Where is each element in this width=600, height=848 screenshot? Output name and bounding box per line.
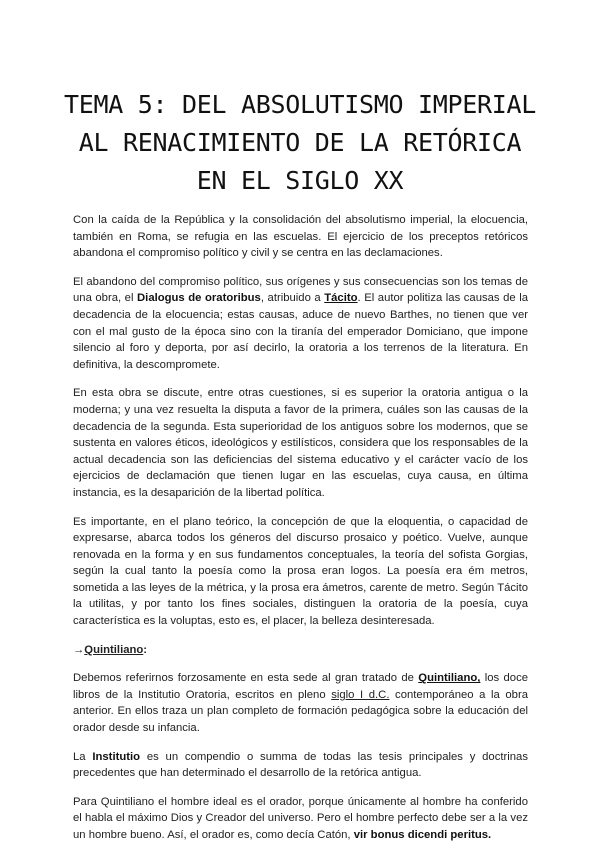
paragraph-5-text-b: los doce libros de la Institutio Oratoria, escritos en pleno (73, 672, 529, 701)
title-line-1: TEMA 5: DEL ABSOLUTISMO IMPERIAL (63, 90, 537, 119)
paragraph-2-text-c: . El autor politiza las causas de la decadencia de la elocuencia; estas causas, aduce de nuevo Barthes, no tienen que ver con el mal gusto de la época sino con la tiranía del emperador Domiciano, que impone silencio al foro y deporta, por así decirlo, la oratoria a los terrenos de la literatura. En definitiva, la descompromete. (73, 292, 529, 371)
paragraph-2-text-a: El abandono del compromiso político, sus orígenes y sus consecuencias son los temas de una obra, el (73, 275, 528, 305)
dialogus-title: Dialogus de oratoribus (137, 292, 261, 305)
paragraph-5-text-a: Debemos referirnos forzosamente en esta sede al gran tratado de (73, 672, 419, 685)
institutio-term: Institutio (92, 750, 141, 763)
paragraph-6 (73, 749, 528, 782)
section-heading-colon: : (143, 643, 148, 656)
cato-quote: vir bonus dicendi peritus. (353, 829, 492, 841)
paragraph-4 (73, 514, 528, 630)
title-line-3: EN EL SIGLO XX (196, 166, 404, 195)
paragraph-1-text: Con la caída de la República y la consolidación del absolutismo imperial, la elocuencia, también en Roma, se refugia en las escuelas. El ejercicio de los preceptos retóricos abandona el compromiso político y civil y se centra en las declamaciones. (73, 214, 528, 260)
tacito-name: Tácito (324, 292, 358, 305)
paragraph-1 (73, 212, 528, 262)
quintiliano-name: Quintiliano, (418, 672, 481, 685)
paragraph-6-text-b: es un compendio o summa de todas las tesis principales y doctrinas precedentes que han determinado el desarrollo de la retórica antigua. (73, 750, 528, 780)
title-line-2: AL RENACIMIENTO DE LA RETÓRICA (78, 128, 522, 157)
paragraph-2-text-b: , atribuido a (260, 292, 325, 305)
paragraph-5-text-c: contemporáneo a la obra anterior. En ellos traza un plan completo de formación pedagógica sobre la educación del orador desde su infancia. (73, 688, 529, 735)
paragraph-5 (73, 670, 528, 736)
document-body (73, 212, 528, 844)
paragraph-2 (73, 274, 528, 374)
paragraph-7 (73, 794, 528, 844)
section-heading-label: Quintiliano (84, 643, 144, 656)
paragraph-3-text: En esta obra se discute, entre otras cuestiones, si es superior la oratoria antigua o la moderna; y una vez resuelta la disputa a favor de la primera, cuáles son las causas de la decadencia de la segunda. Esta superioridad de los antiguos sobre los modernos, que se sustenta en valores éticos, ideológicos y estilísticos, considera que los responsables de la actual decadencia son las deficiencias del sistema educativo y el carácter vacío de los ejercicios de declamación que tienen lugar en las escuelas, cuya causa, en última instancia, es la desaparición de la libertad política. (73, 387, 528, 499)
section-heading (73, 642, 528, 659)
siglo-text: siglo I d.C. (331, 688, 390, 701)
paragraph-6-text-a: La (73, 750, 93, 763)
paragraph-3 (73, 385, 528, 501)
page-title (60, 86, 540, 200)
paragraph-4-text: Es importante, en el plano teórico, la concepción de que la eloquentia, o capacidad de expresarse, abarca todos los géneros del discurso prosaico y poético. Vuelve, aunque renovada en la forma y en sus fundamentos conceptuales, la teoría del sofista Gorgias, según la cual tanto la poesía como la prosa eran logos. La poesía era ém metros, sometida a las leyes de la métrica, y la prosa era ámetros, carente de metro. Según Tácito la utilitas, y por tanto los fines sociales, distinguen la oratoria de la poesía, cuya característica es la voluptas, esto es, el placer, la belleza desinteresada. (73, 515, 528, 628)
arrow-icon: → (73, 643, 85, 656)
paragraph-7-text-a: Para Quintiliano el hombre ideal es el orador, porque únicamente al hombre ha conferido el habla el máximo Dios y Creador del universo. Pero el hombre perfecto debe ser a la vez un hombre bueno. Así, el orador es, como decía Catón, (73, 795, 528, 841)
